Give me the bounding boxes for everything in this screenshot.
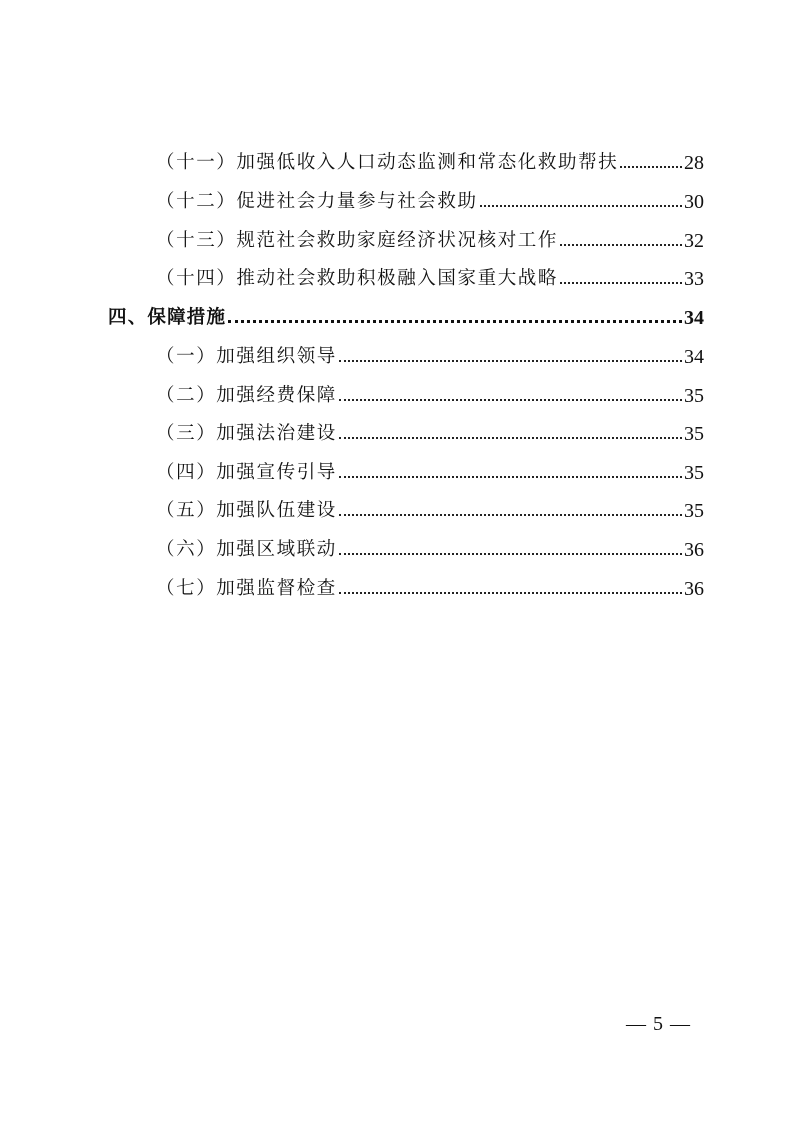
toc-entry-page: 28 bbox=[684, 152, 704, 174]
toc-entry-11[interactable] bbox=[156, 146, 704, 176]
toc-entry-page: 33 bbox=[684, 268, 704, 290]
toc-entry-4-1[interactable] bbox=[156, 340, 704, 370]
toc-entry-page: 35 bbox=[684, 462, 704, 484]
toc-entry-12[interactable] bbox=[156, 185, 704, 215]
toc-dot-leader bbox=[339, 476, 682, 478]
toc-entry-page: 30 bbox=[684, 191, 704, 213]
toc-entry-4-2[interactable] bbox=[156, 379, 704, 409]
toc-entry-title: （六）加强区域联动 bbox=[156, 539, 337, 560]
toc-dot-leader bbox=[560, 244, 682, 246]
toc-entry-title: （二）加强经费保障 bbox=[156, 385, 337, 406]
toc-entry-title: （一）加强组织领导 bbox=[156, 346, 337, 367]
toc-dot-leader bbox=[620, 166, 682, 168]
toc-dot-leader bbox=[560, 282, 682, 284]
toc-section-title: 四、保障措施 bbox=[108, 307, 227, 328]
toc-entry-page: 35 bbox=[684, 385, 704, 407]
toc-entry-14[interactable] bbox=[156, 262, 704, 292]
toc-entry-page: 36 bbox=[684, 539, 704, 561]
toc-entry-title: （十三）规范社会救助家庭经济状况核对工作 bbox=[156, 230, 559, 251]
toc-section-4[interactable] bbox=[108, 301, 704, 331]
toc-entry-4-6[interactable] bbox=[156, 533, 704, 563]
toc-entry-page: 36 bbox=[684, 578, 704, 600]
toc-dot-leader bbox=[339, 553, 682, 555]
toc-entry-4-7[interactable] bbox=[156, 572, 704, 602]
toc-entry-title: （五）加强队伍建设 bbox=[156, 500, 337, 521]
toc-entry-13[interactable] bbox=[156, 224, 704, 254]
toc-dot-leader bbox=[339, 399, 682, 401]
toc-entry-title: （四）加强宣传引导 bbox=[156, 462, 337, 483]
toc-dot-leader bbox=[480, 205, 682, 207]
toc-entry-4-3[interactable] bbox=[156, 417, 704, 447]
toc-entry-title: （十四）推动社会救助积极融入国家重大战略 bbox=[156, 268, 559, 289]
toc-dot-leader bbox=[228, 320, 682, 323]
toc-entry-page: 34 bbox=[684, 346, 704, 368]
toc-dot-leader bbox=[339, 360, 682, 362]
toc-dot-leader bbox=[339, 437, 682, 439]
toc-entry-title: （三）加强法治建设 bbox=[156, 423, 337, 444]
toc-entry-page: 35 bbox=[684, 500, 704, 522]
page-number: — 5 — bbox=[626, 1013, 691, 1035]
toc-dot-leader bbox=[339, 592, 682, 594]
toc-entry-title: （十一）加强低收入人口动态监测和常态化救助帮扶 bbox=[156, 152, 619, 173]
toc-entry-title: （十二）促进社会力量参与社会救助 bbox=[156, 191, 478, 212]
toc-entry-page: 32 bbox=[684, 230, 704, 252]
toc-dot-leader bbox=[339, 514, 682, 516]
toc-entry-title: （七）加强监督检查 bbox=[156, 578, 337, 599]
toc-entry-4-4[interactable] bbox=[156, 456, 704, 486]
toc-section-page: 34 bbox=[684, 307, 704, 329]
toc-entry-page: 35 bbox=[684, 423, 704, 445]
toc-entry-4-5[interactable] bbox=[156, 494, 704, 524]
